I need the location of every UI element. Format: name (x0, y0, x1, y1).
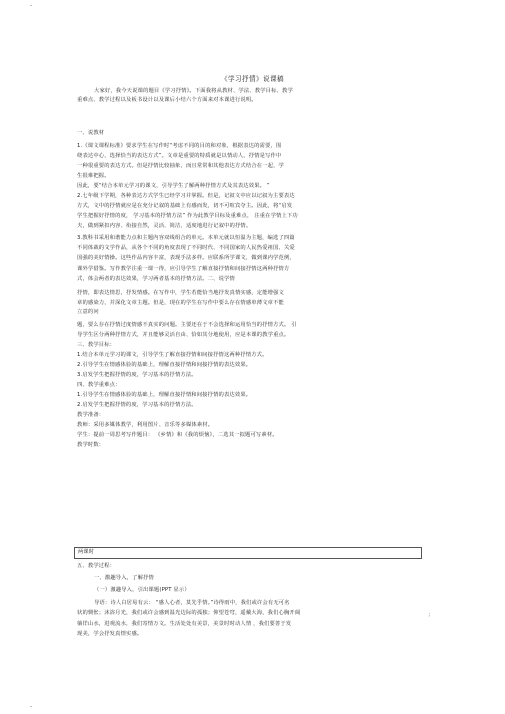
paragraph-line: 教师：采用多媒体教学，利用图片、音乐等多媒体素材。 (77, 422, 214, 428)
class-hours-box (74, 547, 422, 559)
section-heading: 四、教学重难点： (77, 382, 121, 388)
paragraph-line: 因此，要“结合本单元学习的课文，引导学生了解两种抒情方式及其表达效果。 ” (77, 183, 270, 189)
paragraph-line: 学生把握好抒情的度， 学习基本的抒情方法” 作为此教学目标及重难点， 注重在学情上下功 (77, 213, 298, 219)
paragraph-line: 夫，做到紧扣内容、衔接自然，灵活、简洁、适度地进行记叙中的抒情。 (77, 223, 252, 229)
subsection-heading: （一）激趣导入，引出课题(PPT 显示） (94, 587, 190, 593)
subsection-heading: 一、激趣导入，了解抒情 (94, 575, 154, 581)
section-heading: 五、教学过程： (77, 563, 116, 569)
paragraph-line: 重难点、教学过程以及板书设计以及课后小结六个方面来对本课进行说明。 (77, 97, 257, 103)
list-item: 1.结合本单元学习的课文，引导学生了解直接抒情和间接抒情这两种抒情方式。 (77, 352, 268, 358)
paragraph-line: 3.教科书采用和谐能力点和主题内容双线组合的单元。本单元就以恒温为主题，编选了四篇 (77, 235, 295, 241)
paragraph-line: 导语：诗人白居易有云： “感人心者，莫先乎情。”诗得雨中，我们或许会有无可名 (94, 600, 290, 606)
section-heading: 教学准备： (77, 412, 105, 418)
paragraph-line: 1.《课文课程标准》要求学生在写作时“考虑不同的目的和对象，根据表达的需要，围 (77, 143, 282, 149)
paragraph-line: 徜徉山水，进观流水，我们寄情万文。生活处处有美景，美景时时动人情 ，我们要善于发 (77, 621, 292, 627)
paragraph-line: 题，要么存在抒情过度情感不真实的问题。主要还在于不会选择和运用恰当的抒情方式。 引 (77, 322, 297, 328)
list-item: 2.启发学生把握抒情的度，学习基本的抒情方法。 (77, 402, 197, 408)
bottom-corner-mark: - (30, 703, 33, 710)
paragraph-line: 章的感染力，并深化文章主题。但是，现在的学生在写作中要么存在情感单薄文章不能 (77, 300, 284, 306)
page-title: 《学习抒情》说课稿 (221, 75, 284, 83)
section-heading: 教学时数： (77, 442, 105, 448)
paragraph-line: 方式，文中的抒情就应是在充分记叙的基础上有感而发，切不可喧宾夺主。因此，将“启发 (77, 203, 293, 209)
paragraph-line: 国强的美好情操。这些作品内容丰富，表现手法多样。应联系所学课文，做到课内学范例， (77, 255, 295, 261)
paragraph-line: 课外学借鉴。写作教学注重一课一得，应引导学生了解直接抒情和间接抒情这两种抒情方 (77, 266, 290, 272)
margin-separator: ； (428, 612, 434, 618)
paragraph-line: 状的惆怅；沐浴月光，我们或许会感到温光边际的孤独；仰望苍穹，遥戴大海，我们心胸开阔 (77, 610, 301, 616)
class-hours-value: 两课时 (78, 549, 94, 555)
section-heading: 一、说教材 (77, 130, 105, 136)
list-item: 3.启发学生把握抒情的度，学习基本的抒情方法。 (77, 372, 197, 378)
list-item: 2.引导学生在情感体验的基础上，理解直接抒情和间接抒情的表达效果。 (77, 362, 252, 368)
top-corner-mark: - (30, 2, 33, 9)
paragraph-line: 不同体裁的文学作品，从各个不同的角度表现了不同时代、不同国家的人民热爱祖国、关爱 (77, 245, 295, 251)
paragraph-line: 2.七年级下学期，各种表达方式学生已经学习并掌握。但是，记叙文中应以记叙为主要表达 (77, 193, 295, 199)
paragraph-line: 现美，学会抒发真情实感。 (77, 631, 143, 637)
paragraph-line: 大家好，我今天说课的题目《学习抒情》。下面我将从教材、学法、教学目标、教学 (94, 88, 293, 94)
paragraph-line: 导学生区分两种抒情方式，并且能够灵活自由、恰如其分地使用，应是本课的教学重点。 (77, 332, 290, 338)
paragraph-line: 一种很重要的表达方式。但是抒情比较抽象，而且常常和其他表达方式结合在一起，学 (77, 163, 284, 169)
paragraph-line: 生很难把握。 (77, 173, 110, 179)
list-item: 1.引导学生在情感体验的基础上，理解直接抒情和间接抒情的表达效果。 (77, 392, 252, 398)
paragraph-line: 绕表达中心，选择恰当的表达方式”。文章是重要的特质就是以情动人，抒情是写作中 (77, 153, 282, 159)
paragraph-line: 抒情，即表达情思，抒发情感。在写作中，学生若能恰当地抒发真情实感，定能增强文 (77, 290, 284, 296)
paragraph-line: 学生：提前一周思考写作题目： 《乡情》和《我的烦恼》，二选其一拟题可写素材。 (77, 432, 278, 438)
paragraph-line: 立意的问 (77, 309, 99, 315)
section-heading: 三、教学目标： (77, 342, 116, 348)
paragraph-line: 式，体会两者的表达效果，学习两者基本的抒情方法。二、说学情 (77, 276, 235, 282)
